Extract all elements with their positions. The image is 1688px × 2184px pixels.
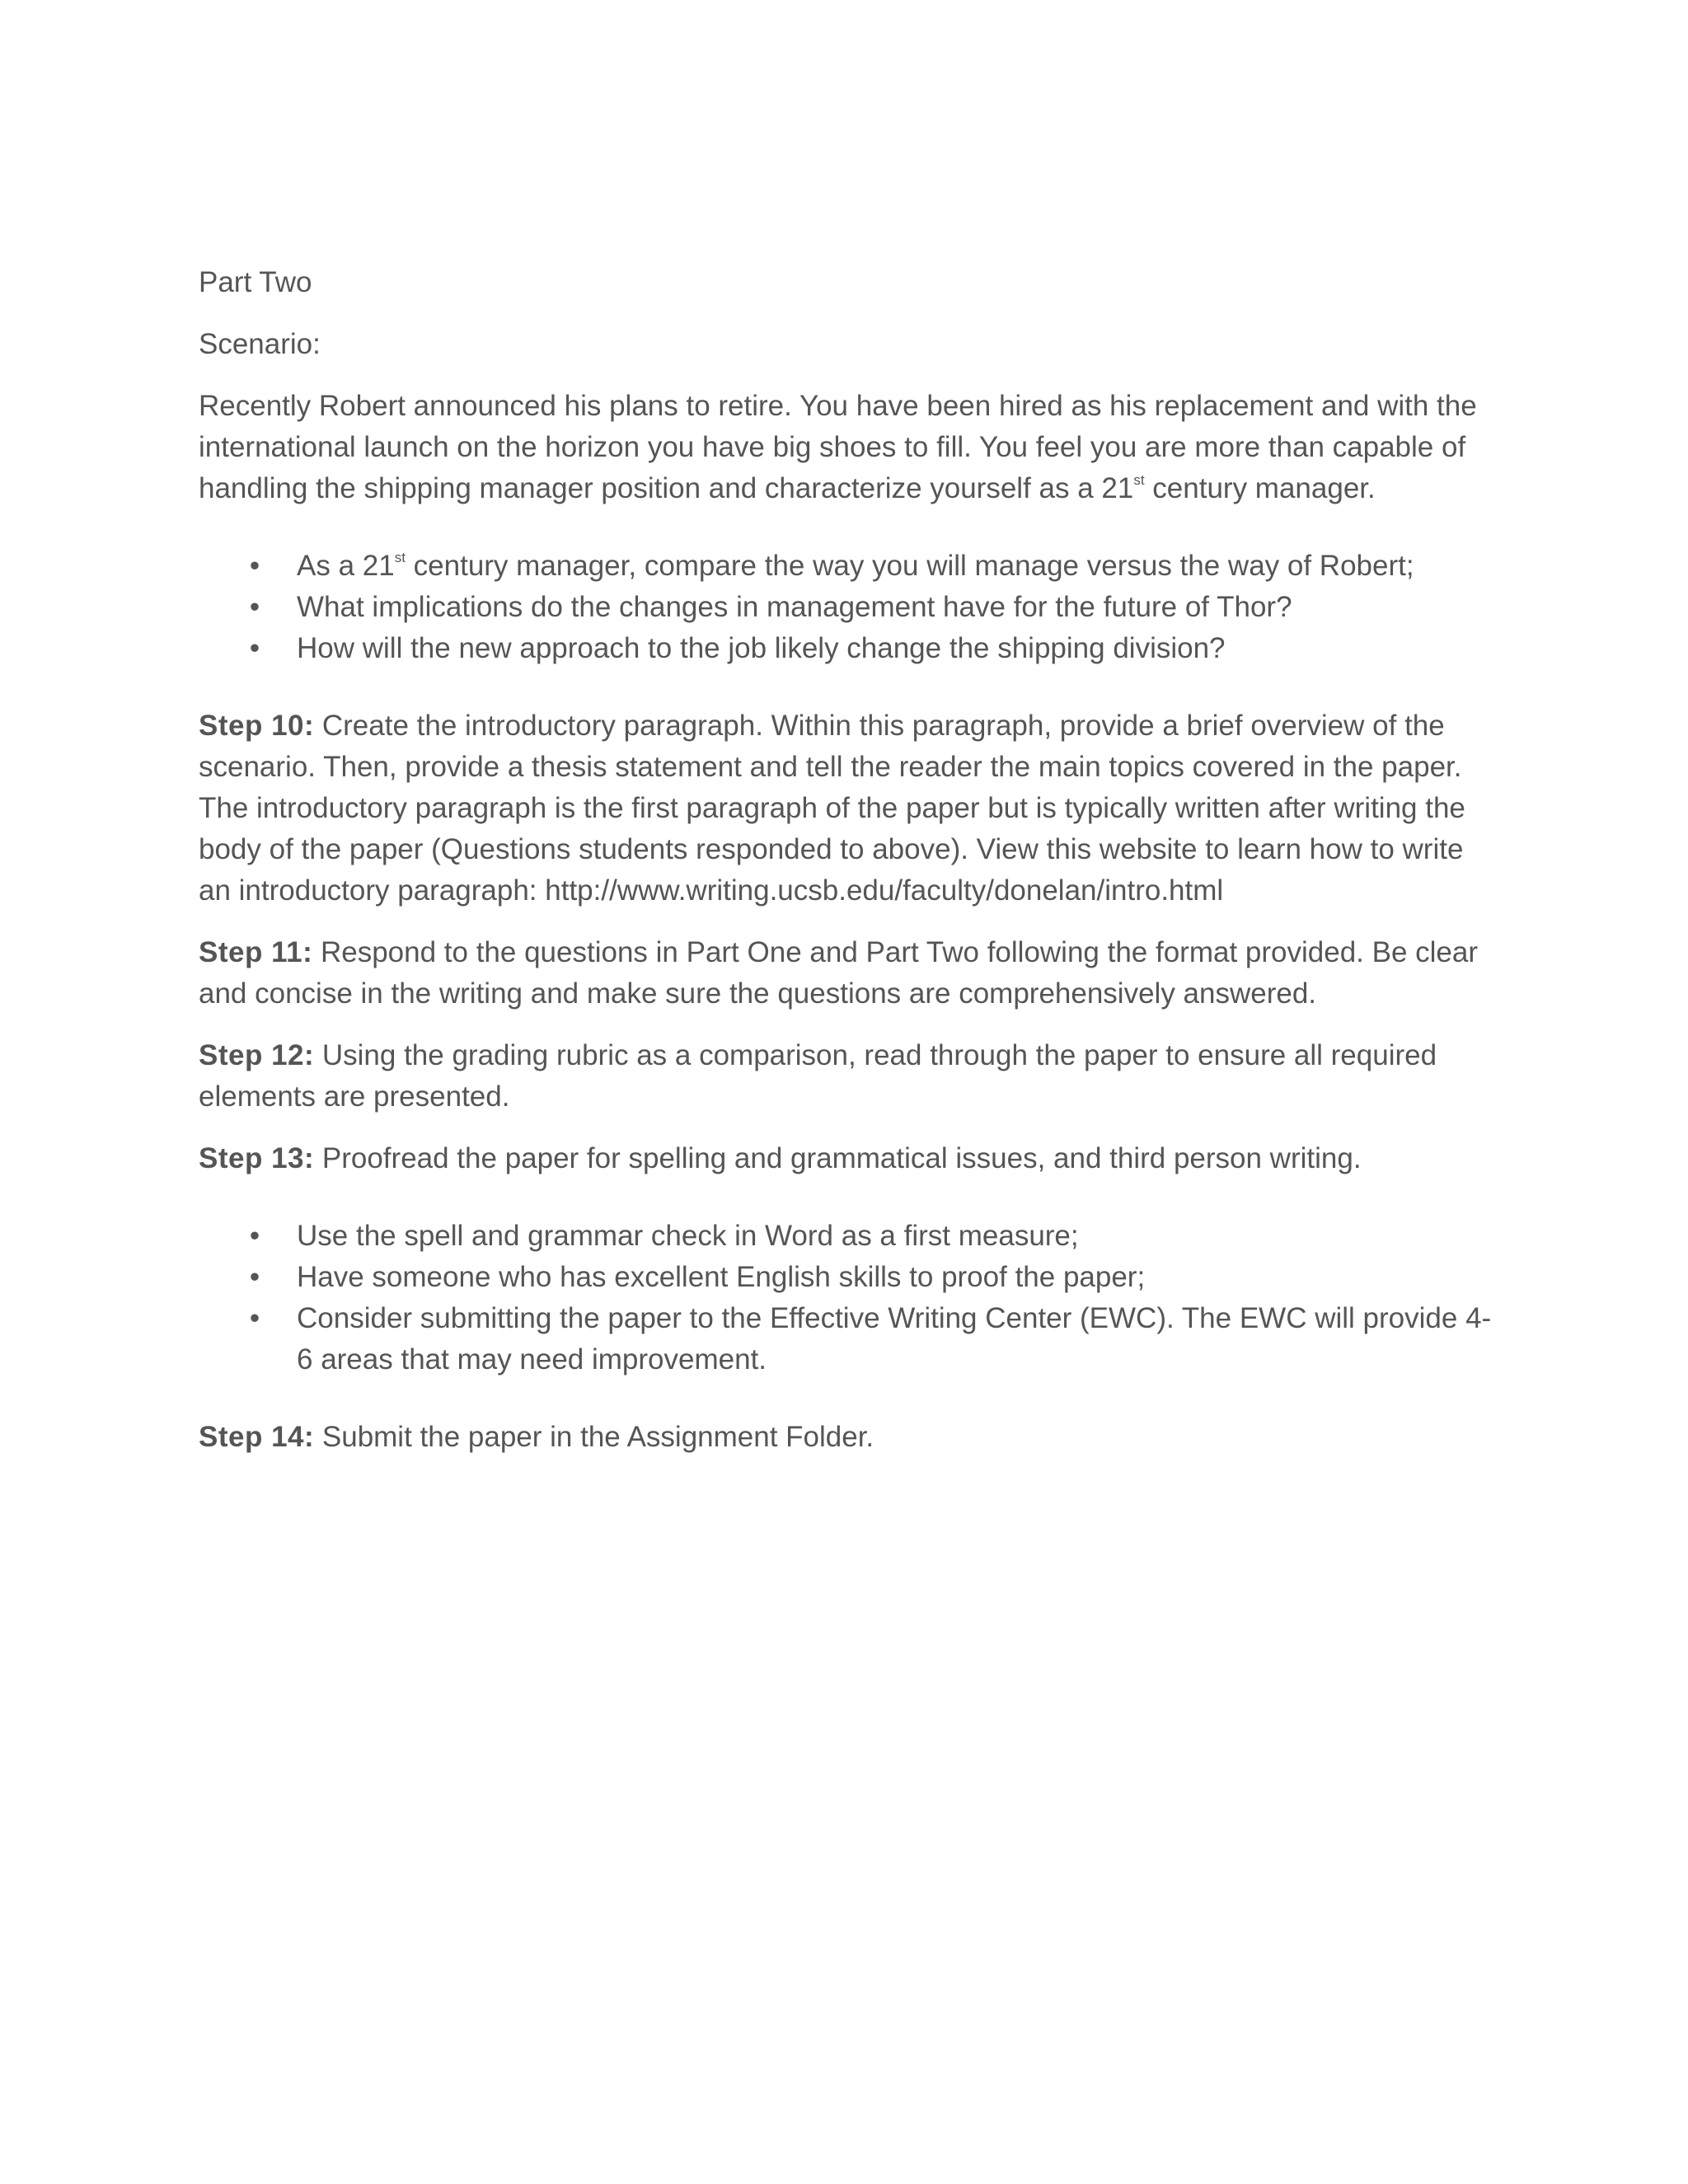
step-10-paragraph	[199, 705, 1493, 912]
document-page	[199, 262, 1493, 1479]
scenario-superscript: st	[1133, 472, 1145, 488]
bullet-icon: •	[249, 591, 260, 623]
scenario-paragraph	[199, 386, 1493, 509]
question-text-end: century manager, compare the way you will manage versus the way of Robert;	[405, 550, 1414, 582]
proofread-tips-list	[199, 1216, 1493, 1380]
step-13-text: Proofread the paper for spelling and grammatical issues, and third person writing.	[314, 1142, 1362, 1174]
question-list	[199, 546, 1493, 669]
list-item	[199, 628, 1493, 669]
list-item	[199, 1257, 1493, 1298]
step-10-text: Create the introductory paragraph. Within this paragraph, provide a brief overview of the scenario. Then, provide a thesis statement and tell the reader the main topics covered in the paper. The introductory paragraph is the first paragraph of the paper but is typically written after writing the body of the paper (Questions students responded to above). View this website to learn how to write an introductory paragraph: http://www.writing.ucsb.edu/faculty/donelan/intro.html	[199, 710, 1465, 907]
tip-text: Have someone who has excellent English skills to proof the paper;	[297, 1261, 1146, 1293]
scenario-text: Recently Robert announced his plans to retire. You have been hired as his replacement and with the international launch on the horizon you have big shoes to fill. You feel you are more than capable of handling the shipping manager position and characterize yourself as a 21	[199, 390, 1477, 504]
step-11-text: Respond to the questions in Part One and Part Two following the format provided. Be clear and concise in the writing and make sure the questions are comprehensively answered.	[199, 936, 1479, 1010]
question-text: What implications do the changes in management have for the future of Thor?	[297, 591, 1292, 623]
bullet-icon: •	[249, 1261, 260, 1293]
list-item	[199, 1298, 1493, 1380]
list-item	[199, 1216, 1493, 1257]
step-12-text: Using the grading rubric as a comparison, read through the paper to ensure all required elements are presented.	[199, 1039, 1437, 1113]
bullet-icon: •	[249, 1302, 260, 1334]
step-13-paragraph	[199, 1138, 1493, 1179]
step-14-paragraph	[199, 1417, 1493, 1458]
section-heading: Part Two	[199, 266, 312, 298]
step-11-paragraph	[199, 932, 1493, 1015]
step-11-label: Step 11:	[199, 936, 313, 968]
list-item	[199, 587, 1493, 628]
scenario-text-end: century manager.	[1144, 472, 1376, 504]
step-14-text: Submit the paper in the Assignment Folder.	[314, 1421, 874, 1453]
tip-text: Use the spell and grammar check in Word as a first measure;	[297, 1220, 1079, 1252]
question-superscript: st	[394, 550, 406, 565]
question-text: As a 21	[297, 550, 395, 582]
list-item	[199, 546, 1493, 587]
step-14-label: Step 14:	[199, 1421, 315, 1453]
scenario-label: Scenario:	[199, 328, 321, 360]
step-13-label: Step 13:	[199, 1142, 315, 1174]
step-12-label: Step 12:	[199, 1039, 315, 1071]
tip-text: Consider submitting the paper to the Effective Writing Center (EWC). The EWC will provide 4-6 areas that may need improvement.	[297, 1302, 1492, 1376]
question-text: How will the new approach to the job likely change the shipping division?	[297, 632, 1226, 664]
bullet-icon: •	[249, 1220, 260, 1252]
bullet-icon: •	[249, 550, 260, 582]
step-12-paragraph	[199, 1035, 1493, 1118]
bullet-icon: •	[249, 632, 260, 664]
step-10-label: Step 10:	[199, 710, 315, 742]
